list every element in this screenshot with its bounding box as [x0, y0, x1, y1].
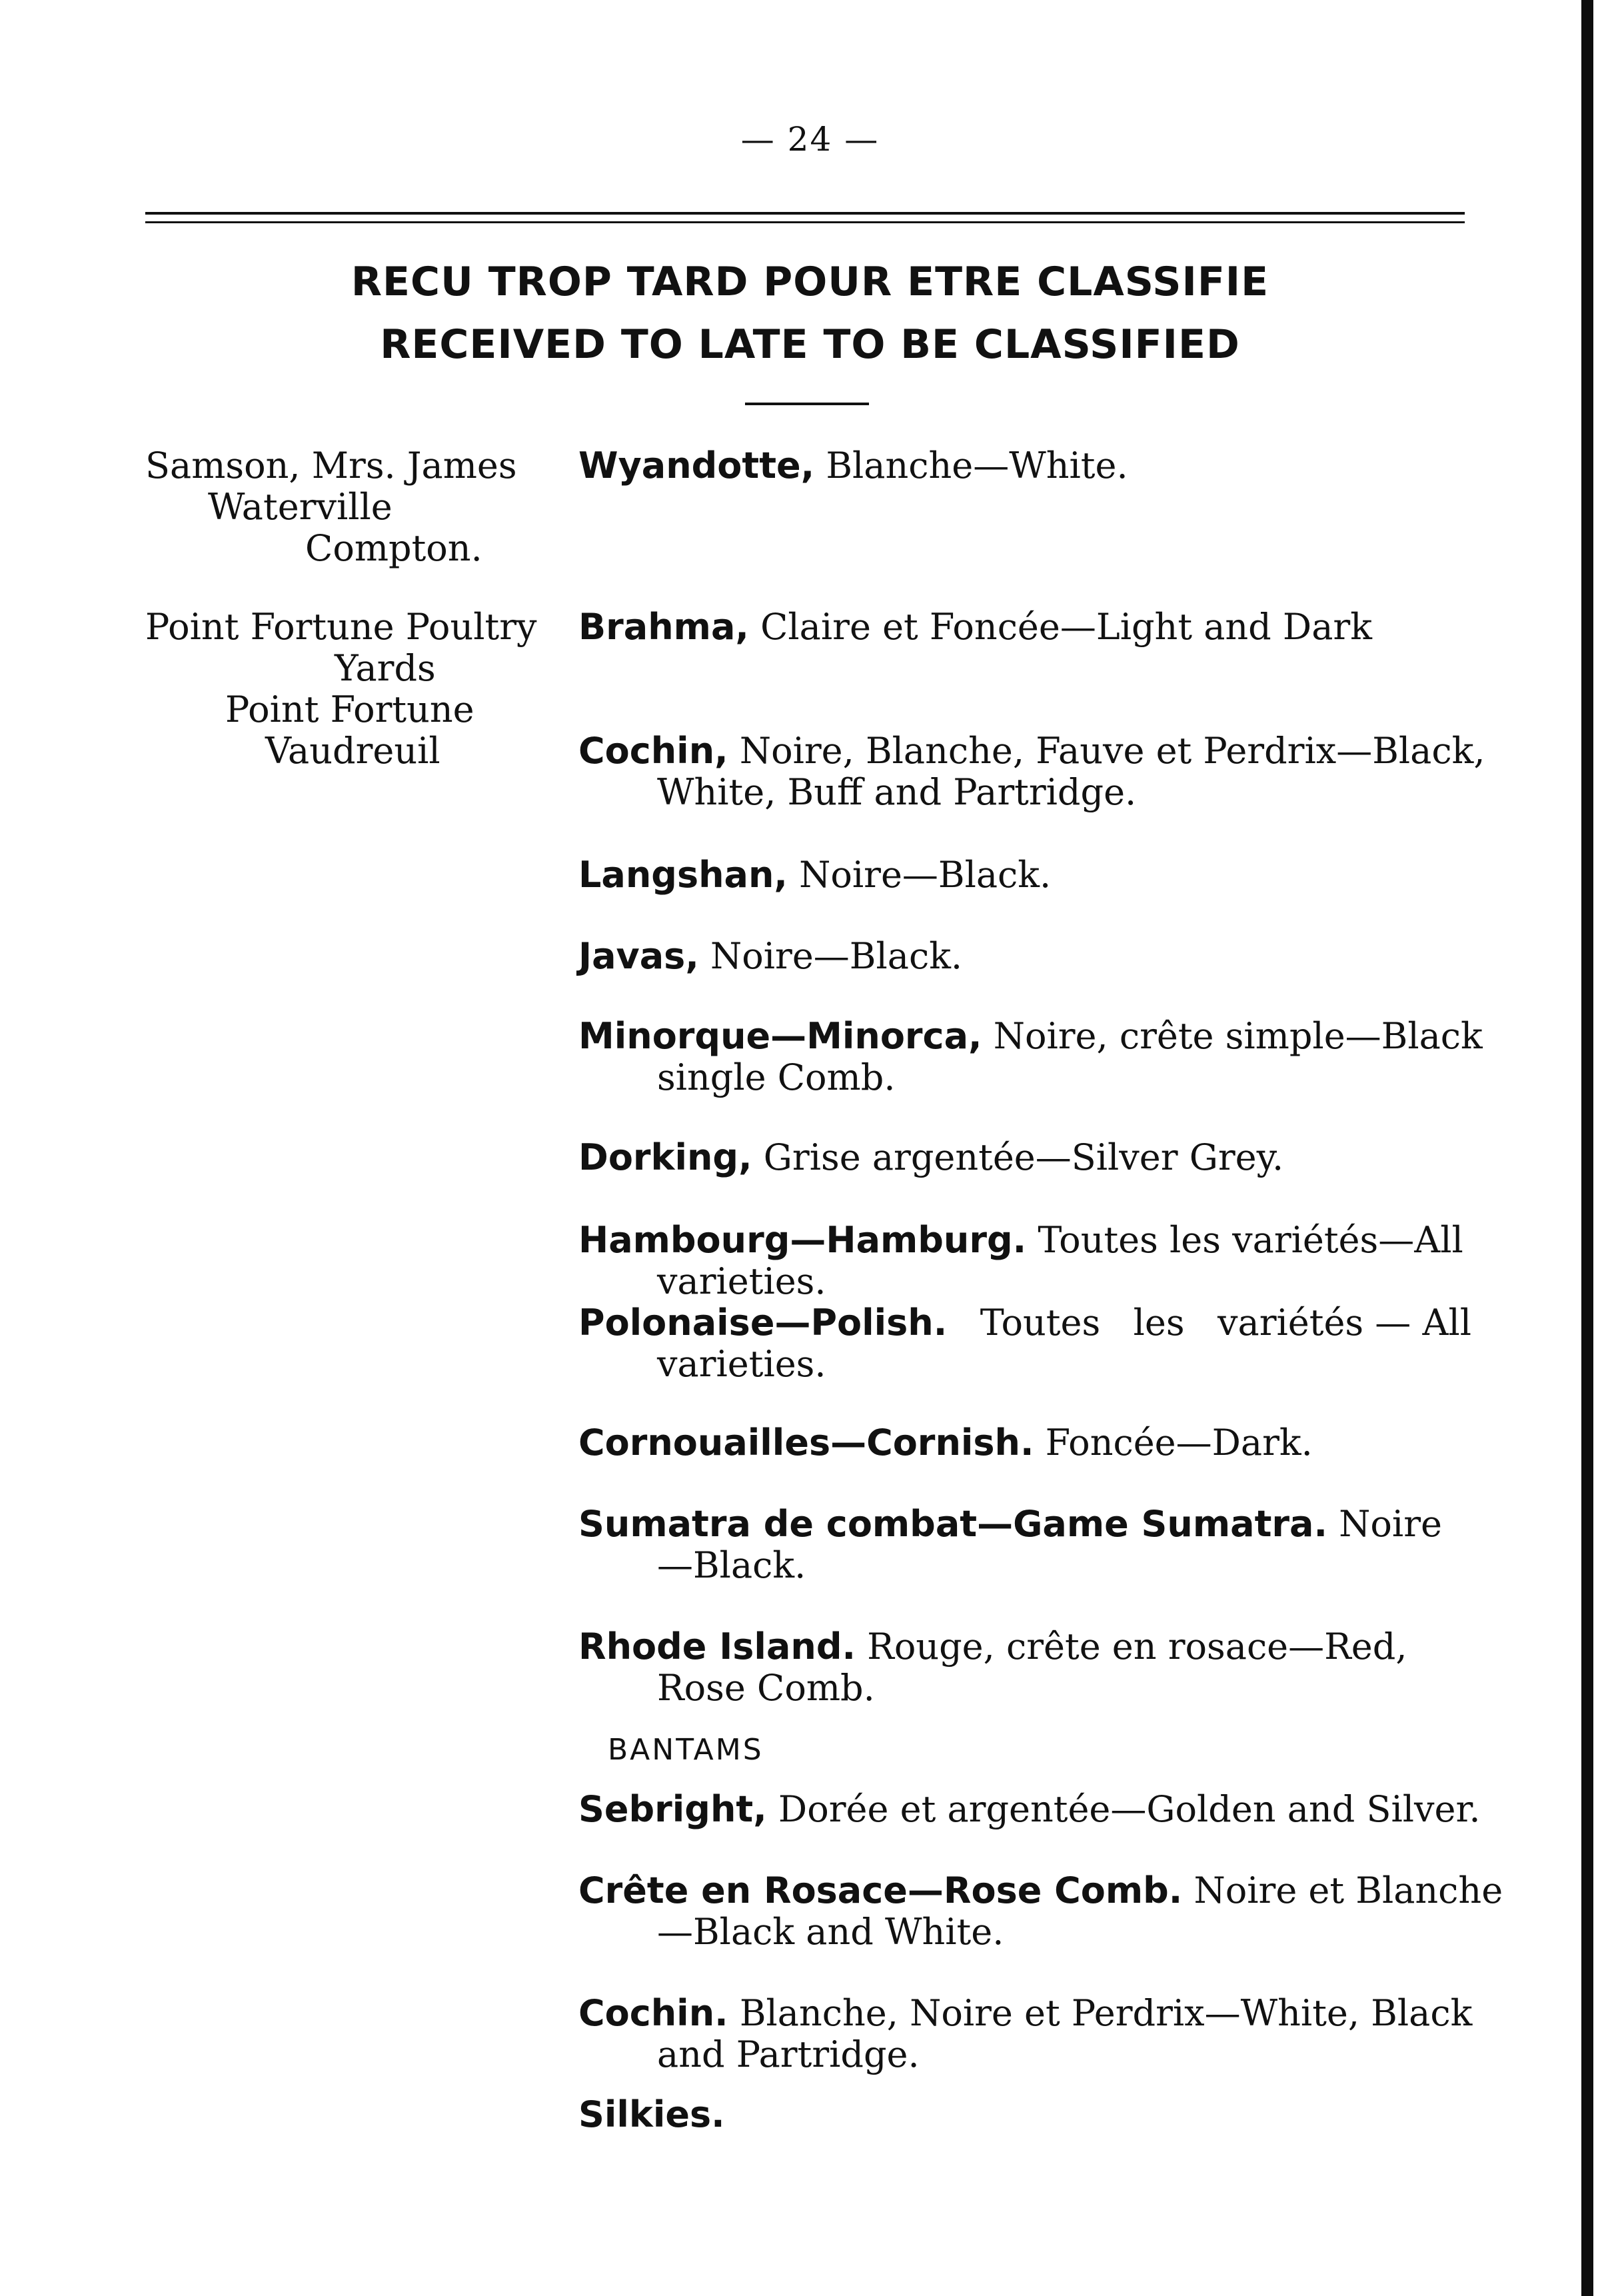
entry-minorca [578, 1015, 1483, 1098]
heading-divider [745, 403, 869, 405]
breed-name: Sebright, [578, 1788, 767, 1830]
exhibitor-town: Point Fortune [225, 688, 474, 730]
breed-name: Cochin, [578, 730, 728, 772]
entry-game-sumatra [578, 1504, 1471, 1586]
breed-varieties-word: Toutes [980, 1302, 1101, 1344]
breed-varieties-cont: single Comb. [657, 1056, 896, 1098]
exhibitor-name: Point Fortune Poultry [145, 606, 537, 648]
page-edge-shadow [1581, 0, 1593, 2296]
entry-dorking [578, 1137, 1471, 1178]
breed-varieties-word: les [1133, 1302, 1185, 1344]
breed-name: Javas, [578, 935, 699, 977]
entry-sebright [578, 1788, 1481, 1830]
entry-rose-comb [578, 1869, 1503, 1953]
breed-varieties: Noire, Blanche, Fauve et Perdrix—Black, [739, 730, 1485, 772]
exhibitor-samson [145, 445, 517, 569]
page-number: — 24 — [740, 120, 880, 159]
breed-varieties-cont: varieties. [657, 1260, 826, 1302]
breed-name: Hambourg—Hamburg. [578, 1219, 1027, 1261]
breed-varieties-word: variétés — All [1217, 1302, 1471, 1344]
breed-varieties-cont: —Black and White. [657, 1911, 1004, 1953]
top-rule [145, 212, 1465, 215]
breed-name: Sumatra de combat—Game Sumatra. [578, 1503, 1327, 1545]
breed-varieties: Noire—Black. [710, 935, 963, 977]
exhibitor-county: Vaudreuil [265, 730, 440, 772]
exhibitor-county: Compton. [305, 527, 482, 569]
breed-name: Silkies. [578, 2093, 725, 2135]
entry-silkies [578, 2094, 1471, 2135]
entry-cochin [578, 730, 1485, 813]
breed-varieties-cont: and Partridge. [657, 2033, 920, 2075]
entry-rhode-island [578, 1626, 1471, 1709]
entry-polish [578, 1302, 1471, 1385]
breed-varieties-cont: Rose Comb. [657, 1667, 875, 1709]
breed-varieties: Blanche, Noire et Perdrix—White, Black [739, 1992, 1473, 2034]
exhibitor-name-cont: Yards [335, 647, 436, 689]
breed-name: Rhode Island. [578, 1626, 856, 1668]
breed-name: Crête en Rosace—Rose Comb. [578, 1869, 1183, 1911]
exhibitor-name: Samson, Mrs. James [145, 445, 517, 487]
breed-varieties: Dorée et argentée—Golden and Silver. [778, 1788, 1481, 1830]
breed-varieties: Noire et Blanche [1194, 1869, 1503, 1911]
exhibitor-point-fortune [145, 606, 537, 772]
breed-name: Cornouailles—Cornish. [578, 1422, 1034, 1464]
breed-varieties: Grise argentée—Silver Grey. [763, 1136, 1284, 1178]
entry-langshan [578, 854, 1471, 896]
breed-varieties: Claire et Foncée—Light and Dark [760, 606, 1372, 648]
breed-name: Langshan, [578, 854, 788, 896]
breed-varieties-cont: varieties. [657, 1343, 826, 1385]
entry-javas [578, 936, 1471, 977]
breed-name: Wyandotte, [578, 445, 815, 487]
breed-varieties: Noire [1339, 1503, 1442, 1545]
breed-name: Polonaise—Polish. [578, 1302, 948, 1344]
heading-french: RECU TROP TARD POUR ETRE CLASSIFIE [351, 259, 1269, 305]
entry-brahma [578, 606, 1471, 648]
entry-hamburg [578, 1220, 1471, 1302]
breed-name: Dorking, [578, 1136, 752, 1178]
breed-name: Cochin. [578, 1992, 728, 2034]
breed-varieties: Noire, crête simple—Black [993, 1015, 1483, 1057]
breed-varieties: Foncée—Dark. [1045, 1422, 1313, 1464]
heading-english: RECEIVED TO LATE TO BE CLASSIFIED [380, 321, 1240, 368]
top-rule-thin [145, 221, 1465, 223]
breed-varieties: Noire—Black. [799, 854, 1052, 896]
breed-name: Minorque—Minorca, [578, 1015, 982, 1057]
breed-varieties-cont: —Black. [657, 1544, 806, 1586]
entry-cornish [578, 1422, 1471, 1464]
breed-varieties: Blanche—White. [826, 445, 1128, 487]
entry-wyandotte [578, 445, 1471, 487]
entry-bantam-cochin [578, 1993, 1471, 2075]
breed-varieties-cont: White, Buff and Partridge. [657, 771, 1137, 813]
exhibitor-town: Waterville [208, 486, 393, 528]
bantams-subheading: BANTAMS [608, 1733, 764, 1767]
breed-varieties: Toutes les variétés—All [1038, 1219, 1463, 1261]
breed-varieties: Rouge, crête en rosace—Red, [867, 1626, 1407, 1668]
breed-name: Brahma, [578, 606, 749, 648]
